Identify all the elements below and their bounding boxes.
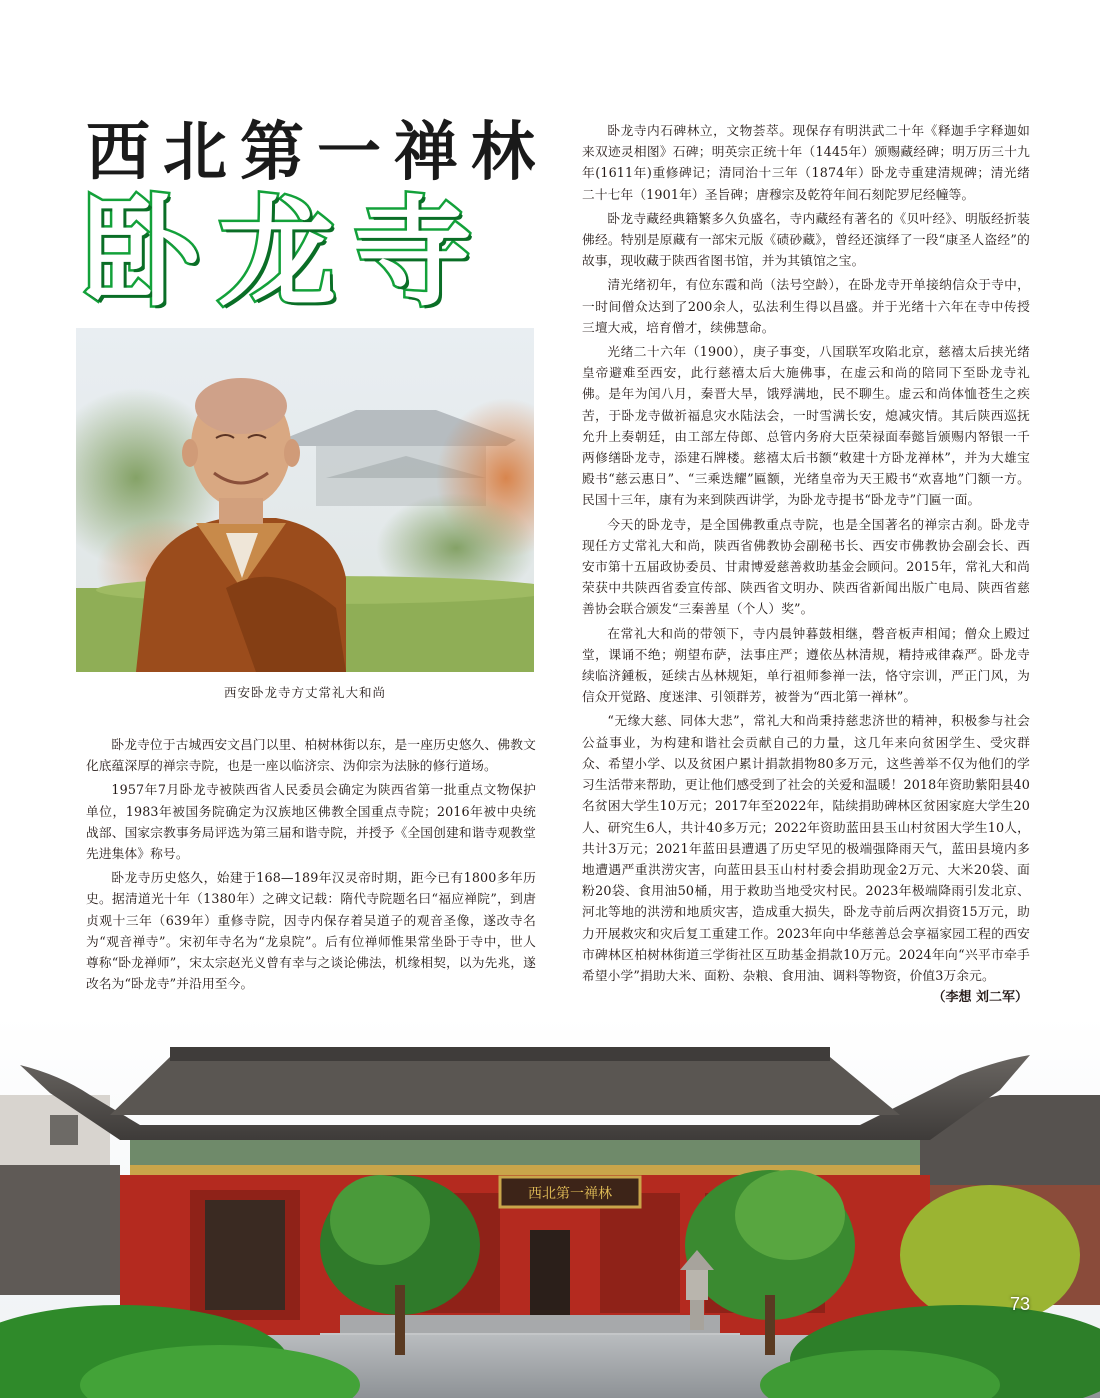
abbot-portrait-illustration [76, 328, 534, 672]
temple-name-title: 卧龙寺 [82, 184, 491, 322]
right-column [582, 120, 1030, 989]
paragraph: 光绪二十六年（1900），庚子事变，八国联军攻陷北京，慈禧太后挟光绪皇帝避难至西安，此行慈禧太后大施佛事，在虚云和尚的陪同下至卧龙寺礼佛。是年为闰八月，秦晋大旱，饿殍满地，民不聊生。虚云和尚体恤苍生之疾苦，于卧龙寺做祈福息灾水陆法会，一时雪满长安，熄减灾情。其后陕西巡抚允升上奏朝廷，由工部左侍郎、总管内务府大臣荣禄面奉懿旨颁赐内帑银一千两修缮卧龙寺，添建石牌楼。慈禧太后书额“敕建十方卧龙禅林”，并为大雄宝殿书“慈云惠日”、“三乘迭耀”匾额，光绪皇帝为天王殿书“欢喜地”门额一方。民国十三年，康有为来到陕西讲学，为卧龙寺提书“卧龙寺”门匾一面。 [582, 344, 1030, 508]
temple-hall-illustration [0, 1015, 1100, 1398]
paragraph: 卧龙寺内石碑林立，文物荟萃。现保存有明洪武二十年《释迦手字释迦如来双迹灵相图》石碑；明英宗正统十年（1445年）颁赐藏经碑；明万历三十九年(1611年)重修碑记；清同治十三年（1874年）卧龙寺重建清规碑；清光绪二十七年（1901年）圣旨碑；唐穆宗及乾符年间石刻陀罗尼经幢等。 [582, 123, 1030, 202]
abbot-portrait-photo [76, 328, 534, 672]
paragraph: 在常礼大和尚的带领下，寺内晨钟暮鼓相继，磬音板声相闻；僧众上殿过堂，课诵不绝；朔望布萨，法事庄严；遵依丛林清规，精持戒律森严。卧龙寺续临济鍾板，延续古丛林规矩，单行祖师参禅一法，恪守宗训，严正门风，为信众开觉路、度迷津、引领群芳，被誉为“西北第一禅林”。 [582, 625, 1030, 705]
left-column [86, 734, 536, 997]
temple-signboard-text: 西北第一禅林 [528, 1186, 612, 1202]
paragraph: “无缘大慈、同体大悲”，常礼大和尚秉持慈悲济世的精神，积极参与社会公益事业，为构建和谐社会贡献自己的力量，这几年来向贫困学生、受灾群众、希望小学、以及贫困户累计捐款捐物80多万元，这些善举不仅为他们的学习生活带来帮助，更让他们感受到了社会的关爱和温暖！2018年资助紫阳县40名贫困大学生10万元；2017年至2022年，陆续捐助碑林区贫困家庭大学生20人、研究生6人，共计40多万元；2022年资助蓝田县玉山村贫困大学生10人，共计3万元；2021年蓝田县遭遇了历史罕见的极端强降雨天气，蓝田县境内多地遭遇严重洪涝灾害，向蓝田县玉山村村委会捐助现金2万元、大米20袋、面粉20袋、食用油50桶，用于救助当地受灾村民。2023年极端降雨引发北京、河北等地的洪涝和地质灾害，造成重大损失，卧龙寺前后两次捐资15万元，助力开展救灾和灾后复工重建工作。2023年向中华慈善总会享福家园工程的西安市碑林区柏树林街道三学街社区互助基金捐款10万元。2024年向“兴平市牵手希望小学”捐助大米、面粉、杂粮、食用油、调料等物资，价值3万余元。 [582, 713, 1030, 983]
page-number: 73 [1010, 1294, 1031, 1314]
paragraph: 卧龙寺位于古城西安文昌门以里、柏树林街以东，是一座历史悠久、佛教文化底蕴深厚的禅宗寺院，也是一座以临济宗、沩仰宗为法脉的修行道场。 [86, 737, 536, 774]
paragraph: 卧龙寺历史悠久，始建于168—189年汉灵帝时期，距今已有1800多年历史。据清道光十年（1380年）之碑文记载：隋代寺院题名曰“福应禅院”，到唐贞观十三年（639年）重修寺院，因寺内保存着吴道子的观音圣像，遂改寺名为“观音禅寺”。宋初年寺名为“龙泉院”。后有位禅师惟果常坐卧于寺中，世人尊称“卧龙禅师”，宋太宗赵光义曾有幸与之谈论佛法，机缘相契，以为先兆，遂改名为“卧龙寺”并沿用至今。 [86, 870, 536, 992]
paragraph: 今天的卧龙寺，是全国佛教重点寺院，也是全国著名的禅宗古刹。卧龙寺现任方丈常礼大和尚，陕西省佛教协会副秘书长、西安市佛教协会副会长、西安市第十五届政协委员、甘肃博爱慈善救助基金会顾问。2015年，常礼大和尚荣获中共陕西省委宣传部、陕西省文明办、陕西省新闻出版广电局、陕西省慈善协会联合颁发“三秦善星（个人）奖”。 [582, 516, 1030, 617]
headline: 西北第一禅林 [86, 116, 548, 190]
photo-caption: 西安卧龙寺方丈常礼大和尚 [223, 685, 386, 700]
author-byline: （李想 刘二军） [932, 990, 1028, 1005]
temple-hall-photo [0, 1015, 1100, 1398]
paragraph: 卧龙寺藏经典籍繁多久负盛名，寺内藏经有著名的《贝叶经》、明版经折装佛经。特别是原藏有一部宋元版《碛砂藏》，曾经还演绎了一段“康圣人盗经”的故事，现收藏于陕西省图书馆，并为其镇馆之宝。 [582, 210, 1030, 269]
paragraph: 清光绪初年，有位东霞和尚（法号空龄），在卧龙寺开单接纳信众于寺中，一时间僧众达到了200余人，弘法利生得以昌盛。并于光绪十六年在寺中传授三壇大戒，培育僧才，续佛慧命。 [582, 277, 1030, 335]
paragraph: 1957年7月卧龙寺被陕西省人民委员会确定为陕西省第一批重点文物保护单位，1983年被国务院确定为汉族地区佛教全国重点寺院；2016年被中央统战部、国家宗教事务局评选为第三届和谐寺院，并授予《全国创建和谐寺观教堂先进集体》称号。 [86, 782, 536, 862]
